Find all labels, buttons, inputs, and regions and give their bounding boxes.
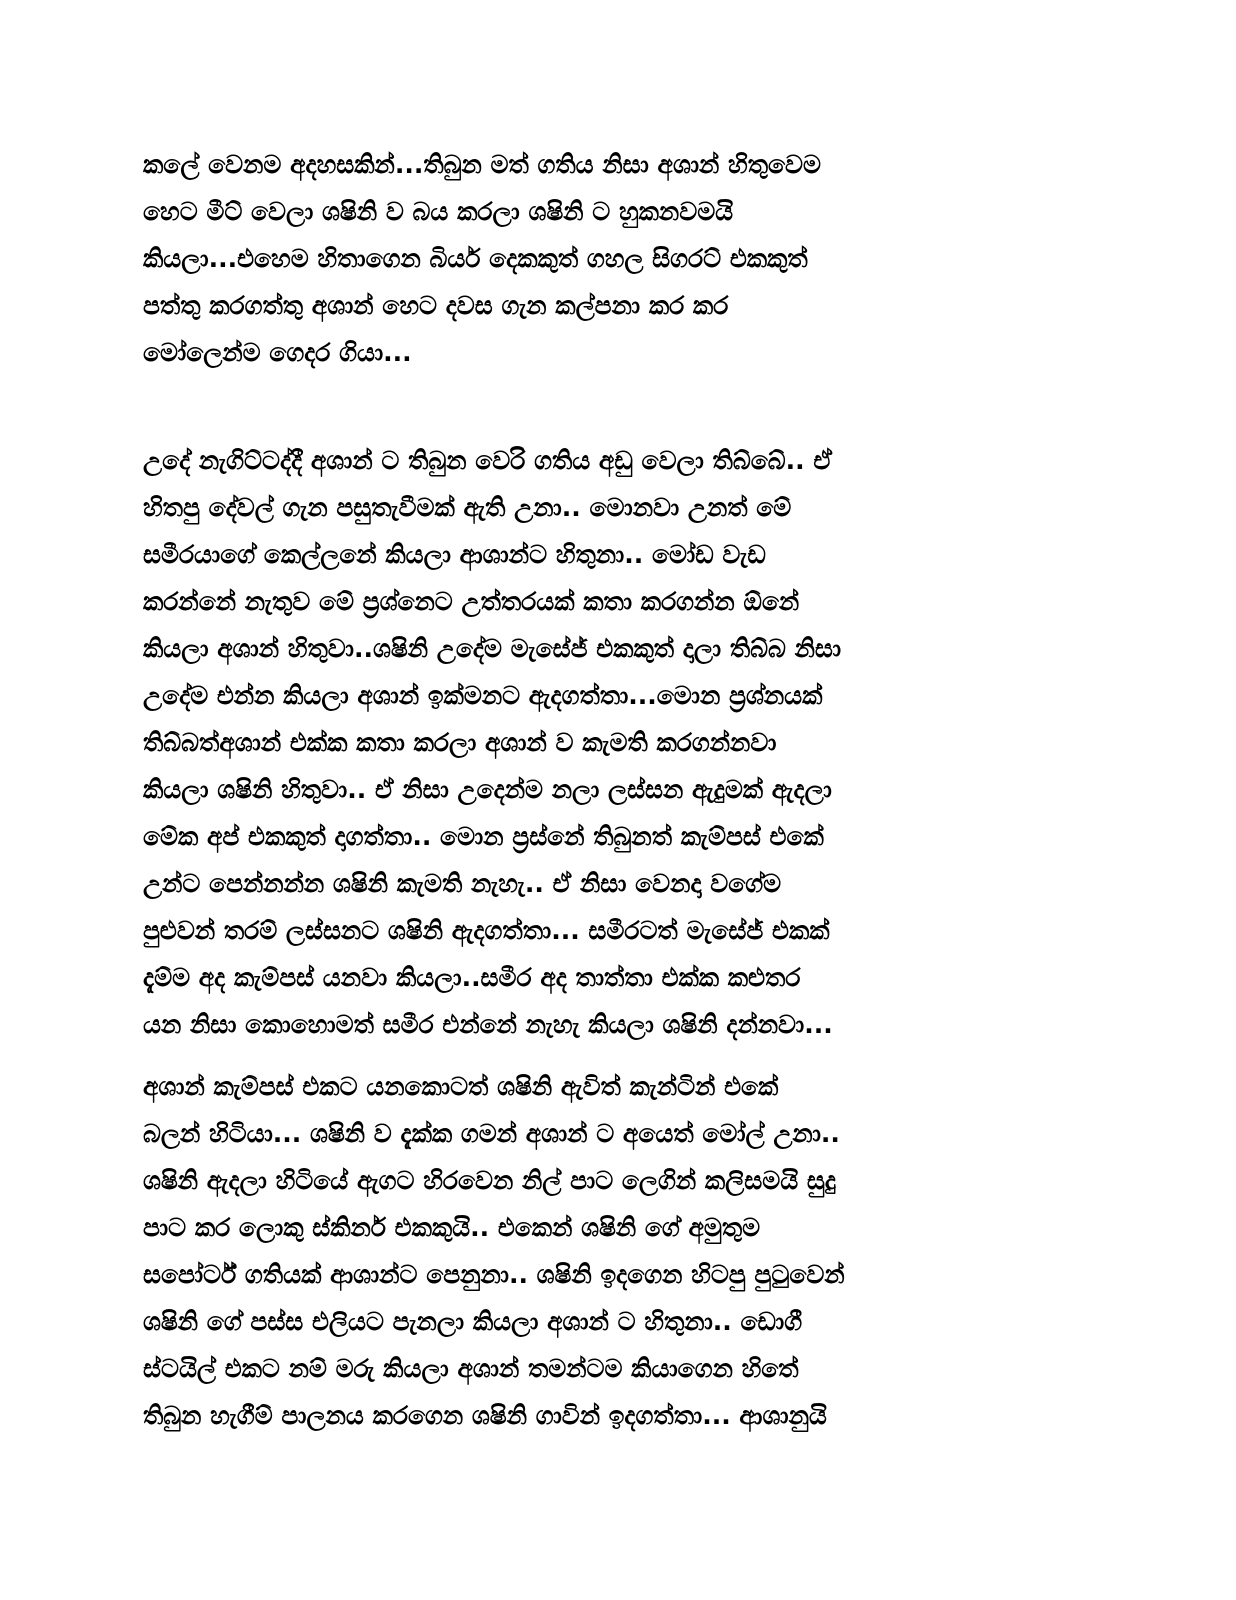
text-line: දැම්ම අද කැම්පස් යනවා කියලා..සමීර අද තාත්තා එක්ක කළුතර xyxy=(143,963,801,992)
text-line: අශාන් කැම්පස් එකට යනකොටත් ශෂිනි ඇවිත් කැන්ටින් එකේ xyxy=(143,1072,779,1101)
paragraph-1 xyxy=(143,141,1083,376)
text-line: මේක අප් එකකුත් දාගත්තා.. මොන ප්‍රස්නේ තිබුනත් කැම්පස් එකේ xyxy=(143,822,824,851)
text-line: බලන් හිටියා... ශෂිනි ව දැක්ක ගමන් අශාන් ට අයෙත් මෝල් උනා.. xyxy=(143,1119,840,1148)
text-line: උන්ට පෙන්නන්න ශෂිනි කැමති නැහැ.. ඒ නිසා වෙනදා වගේම xyxy=(143,869,782,898)
text-line: හිතපු දේවල් ගැන පසුතැවීමක් ඇති උනා.. මොනවා උනත් මේ xyxy=(143,493,792,522)
text-line: කියලා අශාන් හිතුවා..ශෂිනි උදේම මැසේජ් එකකුත් දාලා තිබ්බ නිසා xyxy=(143,634,842,663)
text-line: සමීරයාගේ කෙල්ලනේ කියලා ආශාන්ට හිතුනා.. මෝඩ වැඩ xyxy=(143,540,766,569)
text-line: කියලා ශෂිනි හිතුවා.. ඒ නිසා උදෙන්ම නලා ලස්සන ඇදුමක් ඇදලා xyxy=(143,775,832,804)
text-line: ස්ටයිල් එකට නම් මරු කියලා අශාන් තමන්ටම කියාගෙන හිතේ xyxy=(143,1354,799,1383)
text-line: උදේ නැගිට්ටද්දී අශාන් ට තිබුන වෙරි ගතිය අඩු වෙලා තිබ්බේ.. ඒ xyxy=(143,446,832,475)
text-line: සපෝර්ට් ගතියක් ආශාන්ට පෙනුනා.. ශෂිනි ඉදගෙන හිටපු පුටුවෙන් xyxy=(143,1260,845,1289)
text-line: උදේම එන්න කියලා අශාන් ඉක්මනට ඇදගත්තා...මොන ප්‍රශ්නයක් xyxy=(143,681,823,710)
text-line: යන නිසා කොහොමත් සමීර එන්නේ නැහැ කියලා ශෂිනි දන්නවා... xyxy=(143,1010,833,1039)
text-line: තිබ්බත්අශාන් එක්ක කතා කරලා අශාන් ව කැමති කරගන්නවා xyxy=(143,728,777,757)
paragraph-2 xyxy=(143,437,1083,1048)
text-line: පුළුවන් තරම් ලස්සනට ශෂිනි ඇදගත්තා... සමීරටත් මැසේජ් එකක් xyxy=(143,916,830,945)
text-line: කරන්නේ නැතුව මේ ප්‍රශ්නෙට උත්තරයක් කතා කරගන්න ඕනේ xyxy=(143,587,800,616)
text-line: කලේ වෙනම අදහසකින්...තිබුන මත් ගතිය නිසා අශාන් හිතුවෙම xyxy=(143,150,821,179)
text-line: තිබුන හැගීම් පාලනය කරගෙන ශෂිනි ගාවින් ඉදගත්තා... ආශානුයි xyxy=(143,1401,827,1430)
text-line: පත්තු කරගත්තු අශාන් හෙට දවස ගැන කල්පනා කර කර xyxy=(143,291,729,320)
text-line: ශෂිනි ගේ පස්ස එලියට පැනලා කියලා අශාන් ට හිතුනා.. ඩොගී xyxy=(143,1307,803,1336)
text-line: පාට කර ලොකු ස්කිනර් එකකුයි.. එකෙන් ශෂිනි ගේ අමුතුම xyxy=(143,1213,761,1242)
text-line: ශෂිනි ඇදලා හිටියේ ඇගට හිරවෙන නිල් පාට ලෙගින් කලිසමයි සුදු xyxy=(143,1166,836,1195)
text-line: කියලා...එහෙම හිතාගෙන බියර් දෙකකුත් ගහල සිගරට් එකකුත් xyxy=(143,244,808,273)
text-line: මෝලෙන්ම ගෙදර ගියා... xyxy=(143,338,412,367)
paragraph-3 xyxy=(143,1063,1083,1439)
text-line: හෙට මීට් වෙලා ශෂිනි ව බය කරලා ශෂිනි ට හුකනවමයි xyxy=(143,197,734,226)
